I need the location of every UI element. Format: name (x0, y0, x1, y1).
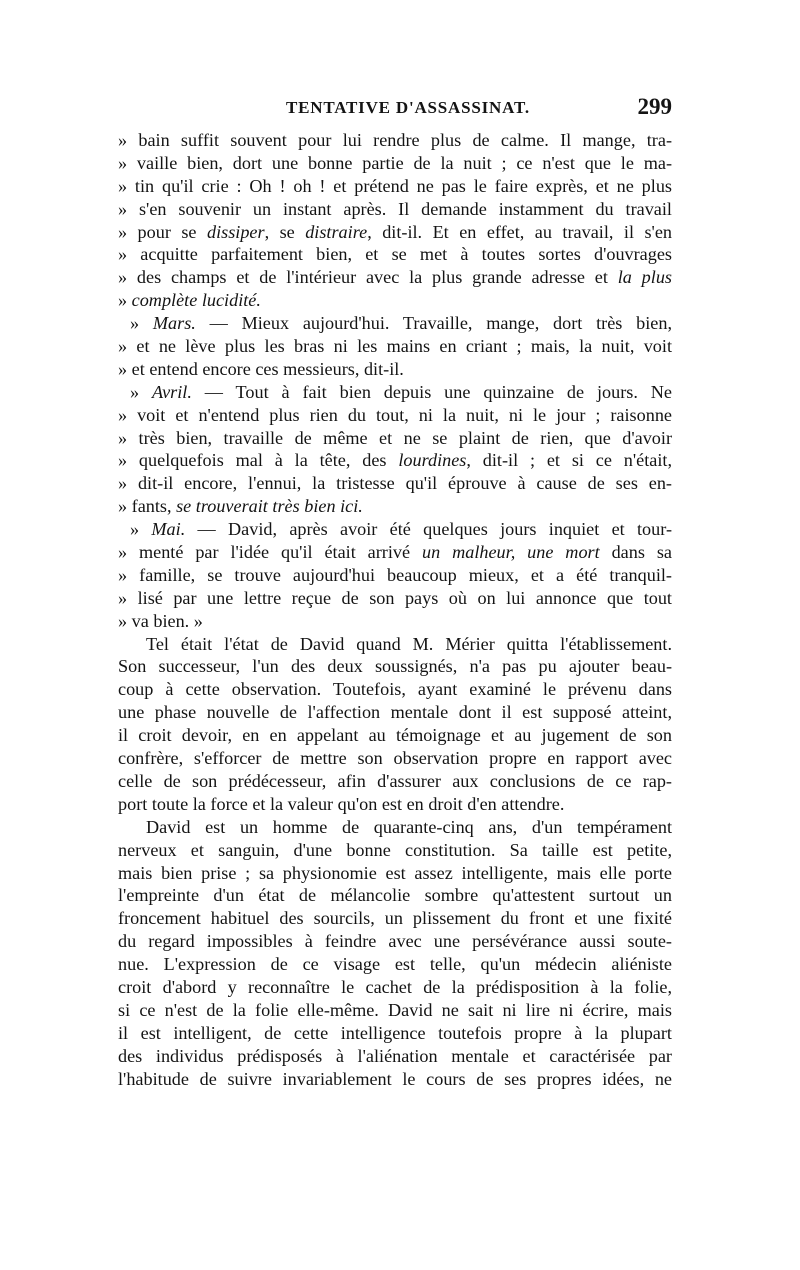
running-title: TENTATIVE D'ASSASSINAT. (286, 98, 530, 117)
text-line: l'empreinte d'un état de mélancolie sombre qu'attestent surtout un (118, 885, 672, 906)
text-run: » (118, 290, 132, 311)
text-line: » famille, se trouve aujourd'hui beaucoup mieux, et a été tranquil- (118, 564, 672, 585)
text-line: » va bien. » (118, 610, 203, 631)
text-line: froncement habituel des sourcils, un plissement du front et une fixité (118, 908, 672, 929)
page-header (118, 94, 672, 124)
text-line: il est intelligent, de cette intelligence toutefois propre à la plupart (118, 1022, 672, 1043)
text-run: , dit-il ; et si ce n'était, (466, 450, 672, 471)
text-line (118, 633, 672, 656)
italic-run: lourdines (398, 450, 467, 471)
text-line: » acquitte parfaitement bien, et se met à toutes sortes d'ouvrages (118, 244, 672, 265)
text-line: confrère, s'efforcer de mettre son observation propre en rapport avec (118, 748, 672, 769)
page-body (118, 129, 672, 1090)
text-line: nerveux et sanguin, d'une bonne constitution. Sa taille est petite, (118, 839, 672, 860)
text-line: » tin qu'il crie : Oh ! oh ! et prétend ne pas le faire exprès, et ne plus (118, 175, 672, 196)
text-run: David est un homme de quarante-cinq ans, d'un tempérament (146, 816, 672, 837)
italic-run: se trouverait très bien ici. (176, 496, 363, 517)
italic-run: distraire (305, 221, 368, 242)
text-line: nue. L'expression de ce visage est telle, qu'un médecin aliéniste (118, 954, 672, 975)
text-line: » très bien, travaille de même et ne se plaint de rien, que d'avoir (118, 427, 672, 448)
text-line: » bain suffit souvent pour lui rendre plus de calme. Il mange, tra- (118, 130, 672, 150)
text-line (118, 495, 672, 518)
text-run: » pour se (118, 221, 207, 242)
text-line (118, 518, 672, 541)
text-run: » (130, 313, 153, 334)
text-line: croit d'abord y reconnaître le cachet de la prédisposition à la folie, (118, 976, 672, 997)
text-line (118, 816, 672, 839)
text-run: » (130, 519, 152, 540)
text-line (118, 381, 672, 404)
text-run: , dit-il. Et en effet, au travail, il s'en (367, 221, 672, 242)
italic-run: la plus (617, 267, 672, 288)
text-line: » et ne lève plus les bras ni les mains en criant ; mais, la nuit, voit (118, 336, 672, 357)
text-line: si ce n'est de la folie elle-même. David ne sait ni lire ni écrire, mais (118, 999, 672, 1020)
text-line (118, 541, 672, 564)
italic-run: Mars. (152, 313, 196, 334)
text-line (118, 221, 672, 244)
text-run: » (130, 381, 152, 402)
text-line: » dit-il encore, l'ennui, la tristesse qu'il éprouve à cause de ses en- (118, 473, 672, 494)
text-line: l'habitude de suivre invariablement le cours de ses propres idées, ne (118, 1068, 672, 1089)
italic-run: complète lucidité. (131, 290, 261, 311)
text-line (118, 449, 672, 472)
text-line: une phase nouvelle de l'affection mentale dont il est supposé atteint, (118, 702, 672, 723)
text-line: celle de son prédécesseur, afin d'assurer aux conclusions de ce rap- (118, 770, 672, 791)
italic-run: dissiper (206, 221, 265, 242)
italic-run: Mai. (151, 519, 186, 540)
text-run: » des champs et de l'intérieur avec la plus grande adresse et (118, 267, 618, 288)
italic-run: un malheur, une mort (422, 542, 600, 563)
text-line: des individus prédisposés à l'aliénation mentale et caractérisée par (118, 1045, 672, 1066)
text-line (118, 289, 672, 312)
text-run: » quelquefois mal à la tête, des (118, 450, 399, 471)
text-line: Son successeur, l'un des deux soussignés, n'a pas pu ajouter beau- (118, 656, 672, 677)
text-run: — Tout à fait bien depuis une quinzaine de jours. Ne (191, 381, 672, 402)
text-run: » menté par l'idée qu'il était arrivé (118, 542, 422, 563)
text-line: » et entend encore ces messieurs, dit-il. (118, 358, 404, 379)
text-line: du regard impossibles à feindre avec une persévérance aussi soute- (118, 931, 672, 952)
text-line (118, 266, 672, 289)
text-run: — David, après avoir été quelques jours inquiet et tour- (185, 519, 672, 540)
text-run: dans sa (599, 542, 672, 563)
text-line: » lisé par une lettre reçue de son pays où on lui annonce que tout (118, 587, 672, 608)
text-line: port toute la force et la valeur qu'on est en droit d'en attendre. (118, 793, 565, 814)
italic-run: Avril. (151, 381, 192, 402)
text-line: » vaille bien, dort une bonne partie de la nuit ; ce n'est que le ma- (118, 152, 672, 173)
text-run: , se (264, 221, 306, 242)
text-line (118, 312, 672, 335)
text-line: » voit et n'entend plus rien du tout, ni la nuit, ni le jour ; raisonne (118, 404, 672, 425)
text-run: Tel était l'état de David quand M. Mérier quitta l'établissement. (146, 633, 672, 654)
text-run: — Mieux aujourd'hui. Travaille, mange, dort très bien, (195, 313, 672, 334)
text-line: » s'en souvenir un instant après. Il demande instamment du travail (118, 198, 672, 219)
text-line: il croit devoir, en en appelant au témoignage et au jugement de son (118, 725, 672, 746)
page-number: 299 (637, 94, 672, 119)
text-line: mais bien prise ; sa physionomie est assez intelligente, mais elle porte (118, 862, 672, 883)
text-run: » fants, (118, 496, 177, 517)
text-line: coup à cette observation. Toutefois, ayant examiné le prévenu dans (118, 679, 672, 700)
